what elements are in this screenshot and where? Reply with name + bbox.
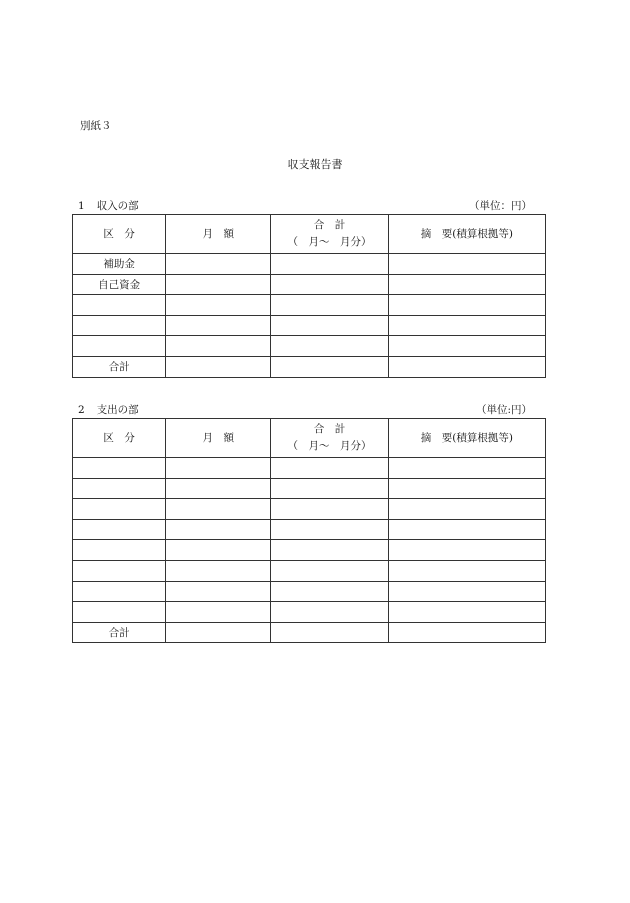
- income-table-header-row: [73, 215, 546, 254]
- expense-row-summary-cell[interactable]: [388, 581, 545, 602]
- income-row-summary-cell[interactable]: [388, 295, 545, 316]
- expense-row-category: [73, 519, 166, 540]
- expense-header-monthly: 月 額: [166, 419, 271, 458]
- income-row-total-cell[interactable]: [271, 274, 388, 295]
- income-row-summary-cell[interactable]: [388, 254, 545, 275]
- expense-row-summary-cell[interactable]: [388, 499, 545, 520]
- income-row-category: [73, 295, 166, 316]
- expense-row-total-cell[interactable]: [271, 602, 388, 623]
- income-header-summary: 摘 要(積算根拠等): [388, 215, 545, 254]
- expense-row-total-cell[interactable]: [271, 581, 388, 602]
- expense-row-summary-cell[interactable]: [388, 458, 545, 479]
- income-row-monthly-cell[interactable]: [166, 356, 271, 377]
- income-row-category: 補助金: [73, 254, 166, 275]
- expense-row-category: [73, 499, 166, 520]
- income-table: [72, 214, 546, 378]
- income-row-total-cell[interactable]: [271, 254, 388, 275]
- income-unit-label: （単位：円）: [469, 200, 532, 212]
- expense-row-monthly-cell[interactable]: [166, 581, 271, 602]
- income-row-summary-cell[interactable]: [388, 356, 545, 377]
- expense-table-row: [73, 458, 546, 479]
- income-table-row: [73, 274, 546, 295]
- income-row-monthly-cell[interactable]: [166, 315, 271, 336]
- expense-header-total-line1: 合 計: [313, 423, 346, 435]
- expense-header-total-line2: （ 月～ 月分）: [287, 440, 372, 452]
- expense-row-monthly-cell[interactable]: [166, 602, 271, 623]
- income-row-category: 自己資金: [73, 274, 166, 295]
- expense-table-header-row: [73, 419, 546, 458]
- expense-row-summary-cell[interactable]: [388, 540, 545, 561]
- expense-table-row: [73, 478, 546, 499]
- expense-table-row: [73, 499, 546, 520]
- income-row-summary-cell[interactable]: [388, 336, 545, 357]
- expense-header-total: [271, 419, 388, 458]
- income-table-row: [73, 356, 546, 377]
- income-row-total-cell[interactable]: [271, 336, 388, 357]
- annex-label: 別紙３: [80, 120, 112, 132]
- expense-row-total-cell[interactable]: [271, 458, 388, 479]
- expense-table: [72, 418, 546, 643]
- income-table-row: [73, 295, 546, 316]
- income-row-total-cell[interactable]: [271, 295, 388, 316]
- expense-section-number: 2: [78, 404, 85, 416]
- income-row-monthly-cell[interactable]: [166, 254, 271, 275]
- expense-row-monthly-cell[interactable]: [166, 622, 271, 643]
- expense-table-row: [73, 540, 546, 561]
- expense-row-total-cell[interactable]: [271, 622, 388, 643]
- expense-row-category: [73, 540, 166, 561]
- income-header-total-line2: （ 月～ 月分）: [287, 236, 372, 248]
- income-header-total-line1: 合 計: [313, 219, 346, 231]
- expense-row-summary-cell[interactable]: [388, 560, 545, 581]
- income-row-total-cell[interactable]: [271, 356, 388, 377]
- expense-row-monthly-cell[interactable]: [166, 540, 271, 561]
- expense-row-total-cell[interactable]: [271, 519, 388, 540]
- income-section-header: [78, 198, 546, 213]
- expense-row-monthly-cell[interactable]: [166, 478, 271, 499]
- expense-header-category: 区 分: [73, 419, 166, 458]
- income-table-row: [73, 254, 546, 275]
- income-row-monthly-cell[interactable]: [166, 295, 271, 316]
- expense-row-total-cell[interactable]: [271, 540, 388, 561]
- income-section-heading: 収入の部: [96, 200, 139, 212]
- expense-row-summary-cell[interactable]: [388, 519, 545, 540]
- income-section-number: 1: [78, 200, 85, 212]
- expense-row-total-cell[interactable]: [271, 478, 388, 499]
- income-table-row: [73, 336, 546, 357]
- income-row-total-cell[interactable]: [271, 315, 388, 336]
- expense-row-monthly-cell[interactable]: [166, 560, 271, 581]
- expense-section-heading: 支出の部: [96, 404, 139, 416]
- expense-row-category: [73, 560, 166, 581]
- income-row-monthly-cell[interactable]: [166, 336, 271, 357]
- expense-section-header: [78, 402, 546, 417]
- expense-table-row: [73, 519, 546, 540]
- income-header-category: 区 分: [73, 215, 166, 254]
- income-row-monthly-cell[interactable]: [166, 274, 271, 295]
- page-title: 収支報告書: [287, 158, 343, 171]
- expense-row-monthly-cell[interactable]: [166, 519, 271, 540]
- expense-unit-label: （単位:円）: [475, 404, 532, 416]
- expense-header-summary: 摘 要(積算根拠等): [388, 419, 545, 458]
- expense-table-row: [73, 560, 546, 581]
- expense-table-row: [73, 622, 546, 643]
- income-header-total: [271, 215, 388, 254]
- expense-row-category: [73, 458, 166, 479]
- income-row-category: [73, 336, 166, 357]
- expense-row-category: [73, 581, 166, 602]
- income-row-summary-cell[interactable]: [388, 274, 545, 295]
- expense-row-total-cell[interactable]: [271, 560, 388, 581]
- expense-row-category: 合計: [73, 622, 166, 643]
- expense-row-monthly-cell[interactable]: [166, 499, 271, 520]
- expense-row-total-cell[interactable]: [271, 499, 388, 520]
- expense-row-monthly-cell[interactable]: [166, 458, 271, 479]
- income-row-category: [73, 315, 166, 336]
- expense-row-summary-cell[interactable]: [388, 622, 545, 643]
- income-row-summary-cell[interactable]: [388, 315, 545, 336]
- income-table-row: [73, 315, 546, 336]
- expense-row-summary-cell[interactable]: [388, 602, 545, 623]
- income-header-monthly: 月 額: [166, 215, 271, 254]
- income-row-category: 合計: [73, 356, 166, 377]
- expense-row-category: [73, 478, 166, 499]
- expense-row-category: [73, 602, 166, 623]
- expense-table-row: [73, 581, 546, 602]
- expense-table-row: [73, 602, 546, 623]
- expense-row-summary-cell[interactable]: [388, 478, 545, 499]
